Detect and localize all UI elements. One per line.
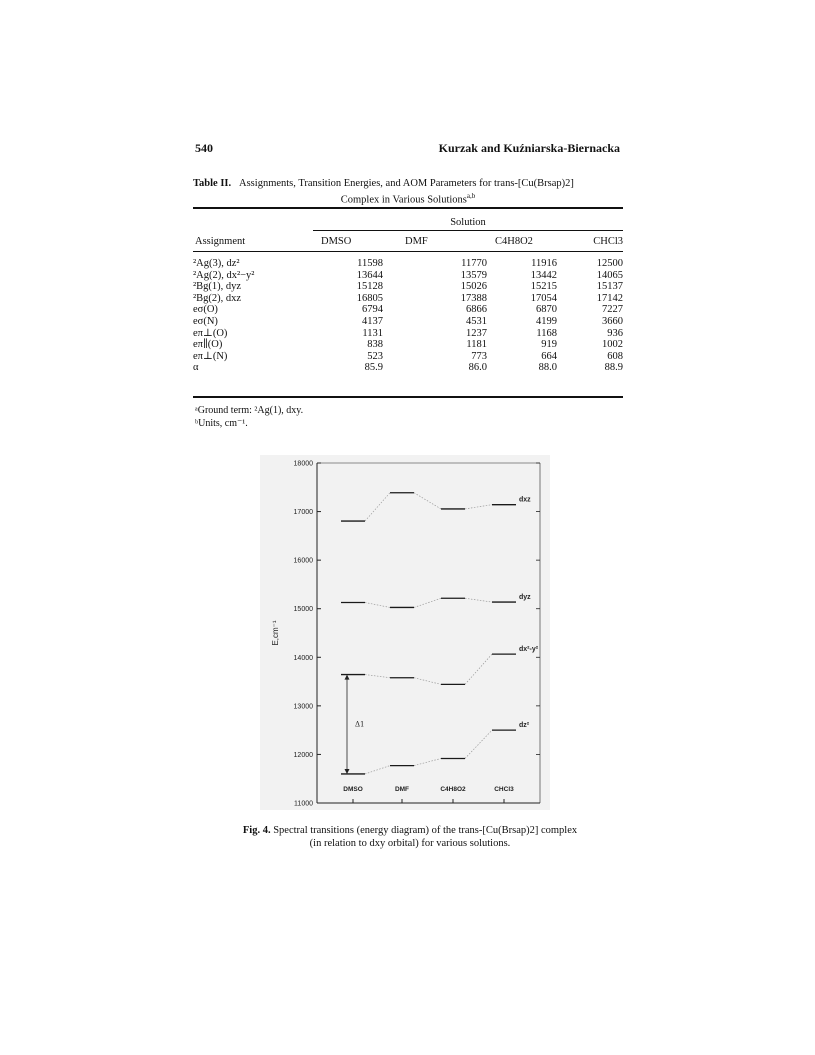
y-tick-label: 17000 — [293, 509, 313, 517]
table-cell-value: 15215 — [530, 281, 557, 293]
table-cell-value: 86.0 — [468, 362, 487, 374]
table-cell-value: 936 — [607, 327, 623, 339]
table-cell-value: 17388 — [460, 292, 487, 304]
table-cell-value: 14065 — [596, 269, 623, 281]
table-cell-assignment: ²Ag(3), dz² — [193, 258, 240, 269]
solution-header: Solution — [450, 217, 486, 228]
table-row — [193, 293, 623, 305]
table-cell-value: 88.9 — [604, 362, 623, 374]
y-tick-label: 11000 — [294, 800, 313, 808]
level-connector — [365, 602, 390, 607]
table-cell-value: 85.9 — [364, 362, 383, 374]
y-tick-label: 18000 — [293, 460, 313, 468]
footnote-b: ᵇUnits, cm⁻¹. — [195, 418, 248, 429]
table-cell-value: 1131 — [362, 327, 383, 339]
table-cell-value: 608 — [607, 350, 623, 362]
table-cell-assignment: eπ∥(O) — [193, 339, 223, 351]
table-bottom-rule — [193, 396, 623, 398]
y-tick-label: 14000 — [293, 654, 313, 662]
table-cell-assignment: ²Ag(2), dx²−y² — [193, 269, 255, 281]
table-header-rule — [193, 251, 623, 252]
category-label: CHCl3 — [494, 786, 514, 793]
table-row — [193, 339, 623, 351]
level-connector — [414, 759, 441, 766]
level-connector — [414, 678, 441, 685]
table-cell-value: 11916 — [531, 258, 557, 269]
table-caption-line1: Assignments, Transition Energies, and AOM Parameters for trans-[Cu(Brsap)2] — [239, 178, 574, 189]
table-cell-assignment: eπ⊥(N) — [193, 350, 228, 362]
table-top-rule — [193, 207, 623, 209]
table-cell-value: 1181 — [466, 339, 487, 351]
table-caption — [193, 177, 623, 207]
col-header-dmso: DMSO — [321, 236, 352, 247]
level-connector — [365, 493, 390, 521]
level-connector — [465, 654, 492, 684]
table-cell-value: 1168 — [536, 327, 557, 339]
level-label: dxz — [519, 496, 531, 504]
level-connector — [465, 505, 492, 509]
col-header-chcl3: CHCl3 — [593, 236, 623, 247]
footnote-a: ᵃGround term: ²Ag(1), dxy. — [195, 405, 304, 416]
y-tick-label: 13000 — [293, 703, 313, 711]
table-cell-value: 15128 — [356, 281, 383, 293]
table-cell-value: 13644 — [356, 269, 383, 281]
table-cell-value: 7227 — [602, 304, 623, 316]
table-row — [193, 281, 623, 293]
table-cell-value: 13579 — [460, 269, 487, 281]
table-cell-value: 664 — [541, 350, 557, 362]
table-cell-value: 17054 — [530, 292, 557, 304]
table-cell-value: 919 — [541, 339, 557, 351]
table-cell-value: 838 — [367, 339, 383, 351]
table-cell-value: 6866 — [466, 304, 487, 316]
table-cell-value: 13442 — [530, 269, 557, 281]
table-row — [193, 328, 623, 340]
level-connector — [465, 730, 492, 758]
level-connector — [365, 675, 390, 678]
figure-label: Fig. 4. — [242, 825, 271, 836]
page-number: 540 — [195, 141, 213, 155]
level-connector — [414, 598, 441, 607]
y-tick-label: 12000 — [293, 751, 313, 759]
table-cell-value: 773 — [471, 350, 487, 362]
col-header-dmf: DMF — [405, 236, 428, 247]
table-cell-value: 17142 — [596, 292, 623, 304]
table-cell-value: 12500 — [596, 258, 623, 269]
solution-rule — [313, 230, 623, 231]
level-connector — [465, 598, 492, 602]
table-cell-value: 523 — [367, 350, 383, 362]
running-head: Kurzak and Kuźniarska-Biernacka — [438, 141, 620, 155]
table-cell-assignment: eσ(N) — [193, 315, 218, 327]
table-row — [193, 316, 623, 328]
delta-label: Δ1 — [355, 720, 365, 729]
table-cell-value: 4531 — [466, 315, 487, 327]
figure-caption-line1: Spectral transitions (energy diagram) of the trans-[Cu(Brsap)2] complex — [273, 825, 578, 836]
level-connector — [365, 766, 390, 774]
col-header-c4h8o2: C4H8O2 — [495, 236, 533, 247]
table-label: Table II. — [193, 178, 232, 189]
table-cell-value: 15137 — [596, 281, 623, 293]
table-cell-value: 1002 — [602, 339, 623, 351]
col-header-assignment: Assignment — [195, 236, 246, 247]
table-cell-assignment: α — [193, 362, 199, 374]
y-tick-label: 16000 — [293, 557, 313, 565]
table-caption-sup: a,b — [466, 192, 476, 200]
table-row — [193, 351, 623, 363]
table-row — [193, 258, 623, 270]
level-label: dx²-y² — [519, 646, 539, 654]
table-header-row — [193, 236, 623, 249]
table-cell-assignment: ²Bg(2), dxz — [193, 292, 242, 304]
table-cell-value: 11598 — [357, 258, 383, 269]
table-cell-value: 11770 — [461, 258, 487, 269]
table-cell-value: 6870 — [536, 304, 557, 316]
level-label: dyz — [519, 594, 531, 602]
category-label: C4H8O2 — [440, 786, 466, 793]
table-row — [193, 270, 623, 282]
energy-diagram — [260, 455, 550, 810]
table-cell-value: 4137 — [362, 315, 383, 327]
table-row — [193, 304, 623, 316]
delta-arrow-head-up — [345, 675, 350, 680]
table-cell-assignment: ²Bg(1), dyz — [193, 281, 242, 293]
category-label: DMF — [394, 786, 410, 793]
table-caption-line2: Complex in Various Solutions — [340, 194, 467, 206]
table-cell-value: 3660 — [602, 315, 623, 327]
table-row — [193, 362, 623, 374]
figure-caption-line2: (in relation to dxy orbital) for various solutions. — [309, 838, 511, 849]
table-cell-value: 16805 — [356, 292, 383, 304]
y-tick-label: 15000 — [293, 606, 313, 614]
table-cell-value: 15026 — [460, 281, 487, 293]
table-cell-value: 6794 — [362, 304, 383, 316]
delta-arrow-head-down — [345, 769, 350, 774]
table-cell-value: 88.0 — [538, 362, 557, 374]
table-cell-assignment: eσ(O) — [193, 304, 218, 316]
figure-caption — [215, 824, 605, 850]
category-label: DMSO — [343, 786, 363, 793]
level-label: dz² — [519, 722, 530, 730]
table-cell-value: 1237 — [466, 327, 487, 339]
data-table — [193, 258, 623, 374]
table-cell-value: 4199 — [536, 315, 557, 327]
y-axis-label: E,cm⁻¹ — [271, 620, 280, 646]
table-cell-assignment: eπ⊥(O) — [193, 327, 228, 339]
energy-diagram-svg — [260, 455, 550, 810]
level-connector — [414, 493, 441, 509]
